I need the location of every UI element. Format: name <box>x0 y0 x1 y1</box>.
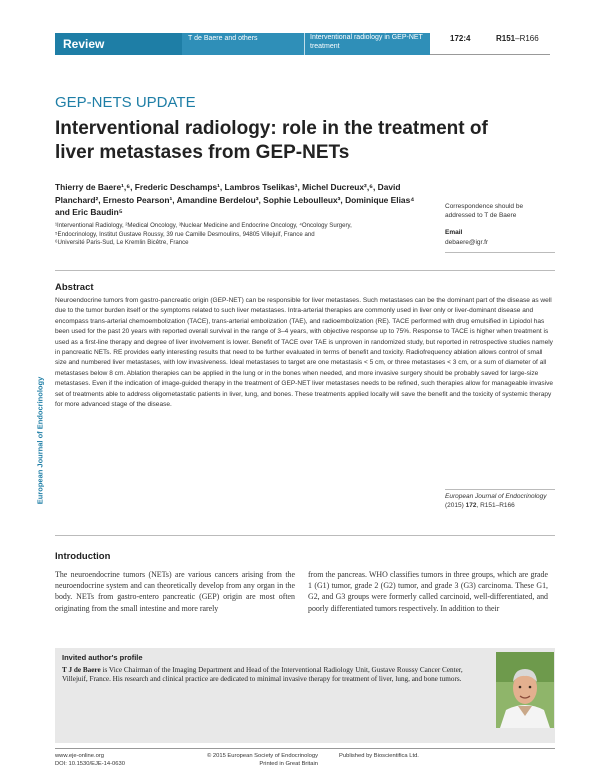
header-separator <box>304 33 305 55</box>
author-profile-bio: is Vice Chairman of the Imaging Department and Head of the Interventional Radiology Unit, Gustave Roussy Cancer Center, Villejuif, France. His research and clinical practice are dedicated to minimal invasive therapy for treatment of liver, lung, and bone tumors. <box>62 666 463 684</box>
author-list: Thierry de Baere¹,⁶, Frederic Deschamps¹, Lambros Tselikas¹, Michel Ducreux²,⁶, David Planchard², Ernesto Pearson¹, Amandine Berdelou³, Sophie Leboulleux³, Dominique Elias⁴ and Eric Baudin⁵ <box>55 182 415 217</box>
footer-left <box>55 753 125 768</box>
footer-printed: Printed in Great Britain <box>259 760 318 767</box>
introduction-heading: Introduction <box>55 551 111 562</box>
author-profile-heading: Invited author's profile <box>62 653 143 662</box>
affiliation-line: ¹Interventional Radiology, ²Medical Oncology, ³Nuclear Medicine and Endocrine Oncology, ⁴Oncology Surgery, <box>55 222 352 229</box>
journal-vertical-label <box>30 340 45 540</box>
footer-copyright: © 2015 European Society of Endocrinology <box>207 753 318 759</box>
correspondence-email-label: Email <box>445 229 463 236</box>
citation-details <box>445 502 555 511</box>
correspondence-rule <box>445 252 555 253</box>
abstract-top-rule <box>55 270 555 271</box>
citation-volume: 172 <box>465 501 477 509</box>
header-pages-end: –R166 <box>515 34 539 43</box>
author-profile-name: T J de Baere <box>62 666 101 674</box>
introduction-rule <box>55 535 555 536</box>
header-volume: 172:4 <box>450 34 471 43</box>
citation-pages: , R151–R166 <box>476 501 515 509</box>
correspondence-note: Correspondence should be addressed to T de Baere <box>445 203 524 219</box>
introduction-column-right: from the pancreas. WHO classifies tumors in three groups, which are grade 1 (G1) tumor, grade 2 (G2) tumor, and grade 3 (G3) carcinoma. These G1, G2, and G3 groups were formerly called carcinoid, well-differentiated, and poorly differentiated tumors respectively. In addition to their <box>308 570 548 613</box>
affiliation-line: ⁵Endocrinology, Institut Gustave Roussy, 39 rue Camille Desmoulins, 94805 Villejuif, France and <box>55 230 315 238</box>
header-pages-start: R151 <box>496 34 516 43</box>
footer-rule <box>55 748 555 749</box>
header-authors: T de Baere and others <box>188 35 258 42</box>
journal-vertical-text: European Journal of Endocrinology <box>35 376 45 505</box>
introduction-column-left: The neuroendocrine tumors (NETs) are various cancers arising from the neuroendocrine system and can theoretically develop from any organ in the body. NETs from gastro-entero pancreatic (GEP) origin are most often originating from the small intestine and more rarely <box>55 570 295 613</box>
header-pages <box>496 33 539 44</box>
footer-doi: DOI: 10.1530/EJE-14-0630 <box>55 760 125 767</box>
author-portrait <box>496 652 554 728</box>
header-rule <box>430 54 550 55</box>
footer-publisher: Published by Bioscientifica Ltd. <box>339 753 419 759</box>
header-topic: Interventional radiology in GEP-NET treatment <box>310 34 423 50</box>
citation-block <box>445 493 555 511</box>
citation-year: (2015) <box>445 501 464 509</box>
article-title: Interventional radiology: role in the treatment of liver metastases from GEP-NETs <box>55 118 488 163</box>
footer-website-link[interactable]: www.eje-online.org <box>55 753 104 759</box>
portrait-right-eye <box>529 686 532 689</box>
affiliation-line: ⁶Université Paris-Sud, Le Kremlin Bicêtre, France <box>55 239 189 246</box>
author-profile-box <box>55 648 555 743</box>
abstract-heading: Abstract <box>55 282 94 293</box>
section-label: Review <box>55 33 182 55</box>
portrait-left-eye <box>519 686 522 689</box>
footer-center <box>168 753 318 768</box>
abstract-text: Neuroendocrine tumors from gastro-pancreatic origin (GEP-NET) can be responsible for liver metastases. Such metastases can be the dominant part of the disease as well due to the tumor burden itself or the symptoms related to such liver metastases. Intra-arterial therapies are commonly used in liver only or liver-dominant disease and encompass trans-arterial chemoembolization (TACE), trans-arterial embolization (TAE), and radioembolization (RE). TACE performed with drug emulsified in Lipiodol has been used for the past 20 years with reported overall survival in the range of 3–4 years, with objective response up to 75%. Response to TACE is higher when treatment is used as a first-line therapy and degree of liver involvement is lower. Benefit of TACE over TAE is unproven in randomized study, but reported in retrospective studies namely in pancreatic NETs. RE provides early interesting results that need to be further evaluated in terms of benefit and toxicity. Radiofrequency ablation allows control of small size and numbered liver metastases, with low invasiveness. Ideal metastases to target are one metastasis < 5 cm, or three metastases < 3 cm, or a sum of diameter of all metastases below 8 cm. Ablation therapies can be applied in the lung or in the bones when needed, and more invasive surgery should be probably saved for large-size metastases. Even if the indication of image-guided therapy in the treatment of GEP-NET liver metastases needs to be refined, such therapies allow for manageable invasive set of treatments able to address oligometastatic patients in liver, lung, and bones. These treatments applied locally will save the benefit and the toxicity of systemic therapy for more advanced stage of the disease. <box>55 297 554 409</box>
correspondence-email-link[interactable]: debaere@igr.fr <box>445 239 489 246</box>
citation-rule <box>445 489 555 490</box>
author-profile-text <box>62 666 482 684</box>
series-label: GEP-NETS UPDATE <box>55 94 196 111</box>
citation-journal: European Journal of Endocrinology <box>445 493 547 500</box>
affiliations <box>55 222 425 248</box>
